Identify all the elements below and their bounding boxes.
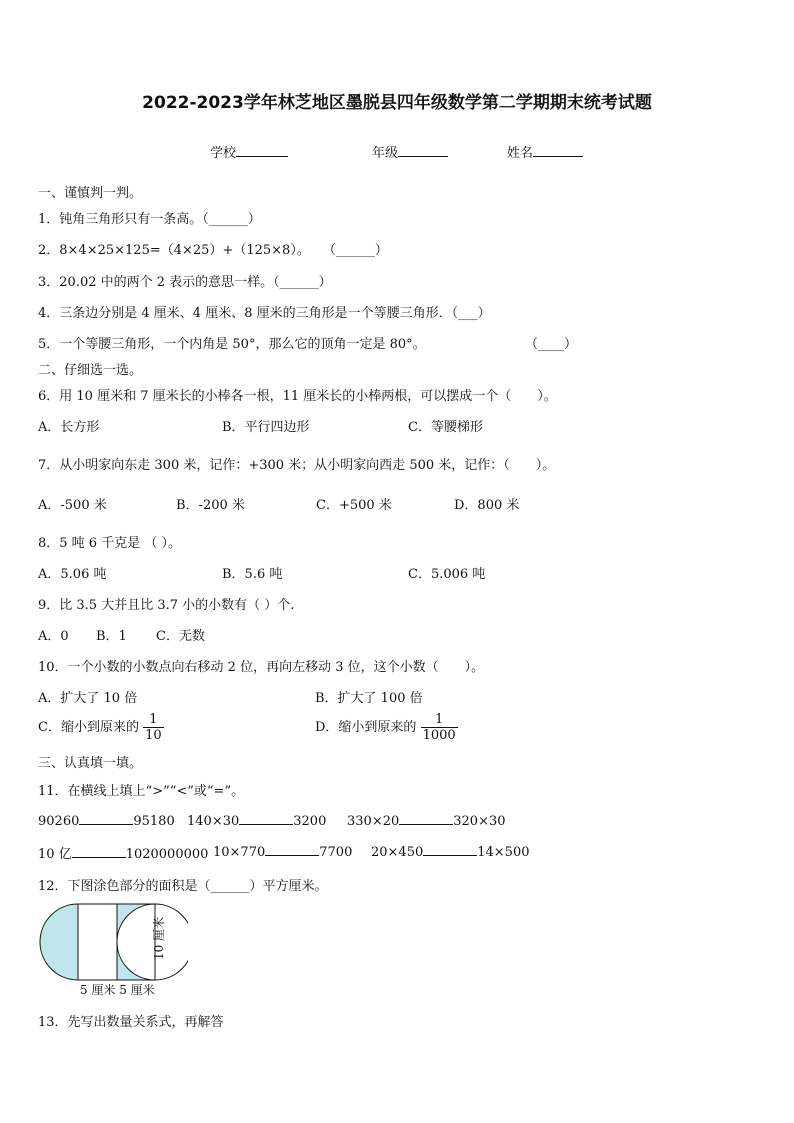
compare-left: 90260 (38, 814, 80, 829)
compare-row-1 (38, 812, 175, 829)
name-field (507, 142, 583, 161)
question-2: 2．8×4×25×125=（4×25）+（125×8）。 （______） (38, 243, 388, 258)
compare-right: 1020000000 (125, 847, 209, 862)
q6-option-b[interactable]: B．平行四边形 (222, 420, 310, 435)
q9-option-a[interactable]: A．0 (38, 629, 69, 644)
q6-option-a[interactable]: A．长方形 (38, 420, 100, 435)
compare-left: 20×450 (371, 845, 424, 860)
q9-option-b[interactable]: B．1 (96, 629, 127, 644)
question-5: 5．一个等腰三角形，一个内角是 50°，那么它的顶角一定是 80°。 (38, 337, 426, 352)
school-field (210, 142, 288, 161)
fraction-one-thousandth: $\frac{1}{1000}$ (422, 712, 456, 743)
compare-blank[interactable] (239, 812, 293, 825)
school-blank[interactable] (236, 144, 288, 157)
compare-blank[interactable] (399, 812, 453, 825)
compare-blank[interactable] (423, 843, 477, 856)
q10-option-d[interactable] (315, 712, 458, 743)
compare-row-1-c (347, 812, 506, 829)
question-9: 9．比 3.5 大并且比 3.7 小的小数有（ ）个. (38, 598, 295, 613)
compare-row-1-b (187, 812, 326, 829)
question-7: 7．从小明家向东走 300 米，记作：+300 米；从小明家向西走 500 米，记作：（ ）。 (38, 458, 556, 473)
question-10: 10．一个小数的小数点向右移动 2 位，再向左移动 3 位，这个小数（ ）。 (38, 660, 485, 675)
section-3-heading: 三、认真填一填。 (38, 756, 143, 771)
q10-option-c[interactable] (38, 712, 164, 743)
compare-blank[interactable] (265, 843, 319, 856)
fraction-one-tenth: $\frac{1}{10}$ (145, 712, 162, 743)
grade-field (372, 142, 448, 161)
question-5-blank: （____） (525, 337, 578, 352)
left-semicircle (40, 904, 78, 980)
name-blank[interactable] (533, 144, 583, 157)
compare-right: 95180 (133, 814, 175, 829)
question-13: 13．先写出数量关系式，再解答 (38, 1015, 224, 1030)
compare-right: 14×500 (477, 845, 530, 860)
question-3: 3．20.02 中的两个 2 表示的意思一样。（______） (38, 275, 332, 290)
compare-blank[interactable] (79, 812, 133, 825)
compare-right: 320×30 (453, 814, 506, 829)
compare-right: 3200 (293, 814, 327, 829)
q10-option-d-label: D．缩小到原来的 (315, 720, 417, 735)
question-8: 8．5 吨 6 千克是 （ ）。 (38, 536, 181, 551)
compare-left: 140×30 (187, 814, 240, 829)
q8-option-b[interactable]: B．5.6 吨 (222, 567, 283, 582)
q7-option-d[interactable]: D．800 米 (454, 498, 520, 513)
question-1: 1．钝角三角形只有一条高。（______） (38, 212, 261, 227)
q10-option-a[interactable]: A．扩大了 10 倍 (38, 691, 138, 706)
q8-option-c[interactable]: C．5.006 吨 (408, 567, 486, 582)
compare-row-2-c (371, 843, 530, 860)
q7-option-a[interactable]: A．-500 米 (38, 498, 107, 513)
q10-option-c-label: C．缩小到原来的 (38, 720, 139, 735)
compare-right: 7700 (319, 845, 353, 860)
q7-option-c[interactable]: C．+500 米 (316, 498, 392, 513)
name-label: 姓名 (507, 146, 534, 161)
q8-option-a[interactable]: A．5.06 吨 (38, 567, 107, 582)
question-11: 11．在横线上填上“>”“<”或“=”。 (38, 784, 245, 799)
q10-option-b[interactable]: B．扩大了 100 倍 (315, 691, 423, 706)
compare-left: 10 亿 (38, 847, 72, 862)
grade-blank[interactable] (398, 144, 448, 157)
question-12: 12．下图涂色部分的面积是（______）平方厘米。 (38, 879, 328, 894)
q9-option-c[interactable]: C．无数 (156, 629, 205, 644)
question-4: 4．三条边分别是 4 厘米、4 厘米、8 厘米的三角形是一个等腰三角形．（___） (38, 306, 491, 321)
grade-label: 年级 (372, 146, 399, 161)
section-2-heading: 二、仔细选一选。 (38, 363, 143, 378)
compare-blank[interactable] (72, 845, 126, 858)
compare-row-2 (38, 843, 208, 862)
compare-row-2-b (213, 843, 352, 860)
page-title: 2022-2023学年林芝地区墨脱县四年级数学第二学期期末统考试题 (142, 93, 652, 113)
figure-bottom-label: 5 厘米 5 厘米 (80, 983, 155, 997)
figure-side-label: 10 厘米 (152, 916, 166, 960)
q7-option-b[interactable]: B．-200 米 (176, 498, 245, 513)
compare-left: 10×770 (213, 845, 266, 860)
question-6: 6．用 10 厘米和 7 厘米长的小棒各一根，11 厘米长的小棒两根，可以摆成一个（ ）。 (38, 389, 557, 404)
school-label: 学校 (210, 146, 237, 161)
q6-option-c[interactable]: C．等腰梯形 (408, 420, 483, 435)
compare-left: 330×20 (347, 814, 400, 829)
section-1-heading: 一、谨慎判一判。 (38, 186, 143, 201)
